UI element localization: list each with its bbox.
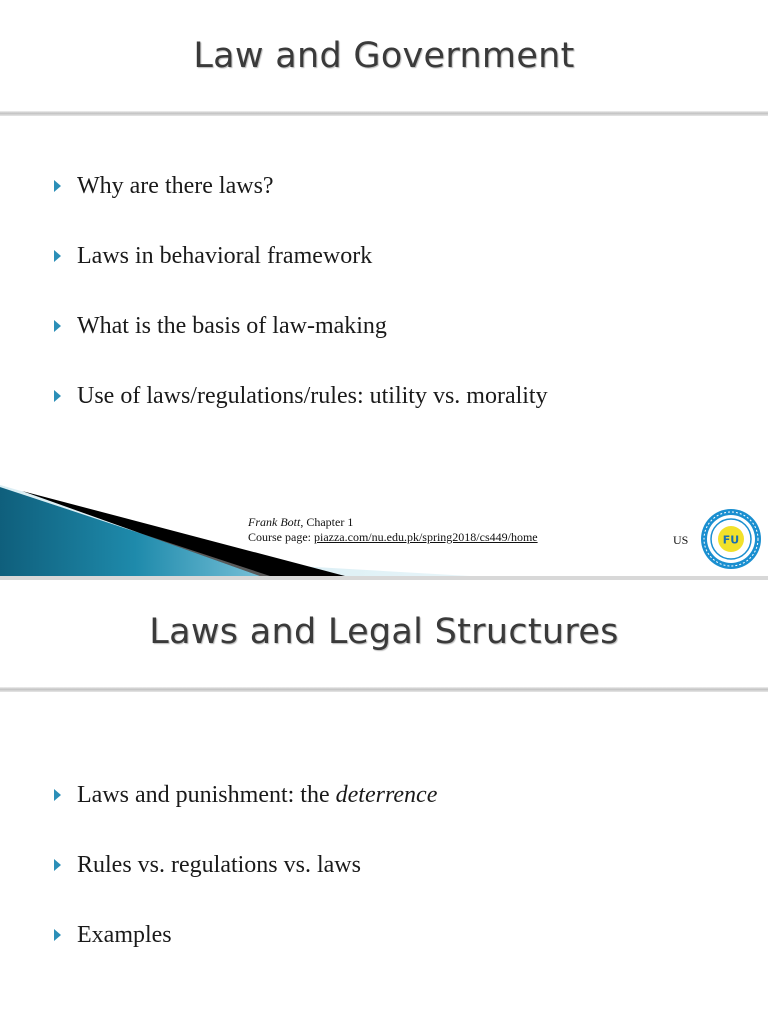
university-seal-icon: [700, 508, 762, 570]
footer-author: Frank Bott: [248, 515, 301, 529]
logo-initials: FU: [722, 533, 740, 547]
bullet-text: [77, 780, 437, 810]
bullet-triangle-icon: [54, 789, 61, 801]
bullet-text: Why are there laws?: [77, 173, 274, 199]
slide-title: Law and Government: [193, 36, 575, 76]
title-divider: [0, 687, 768, 692]
bullet-triangle-icon: [54, 250, 61, 262]
footer-us-label: US: [673, 533, 689, 547]
bullet-text-emphasis: deterrence: [335, 782, 438, 808]
bullet-triangle-icon: [54, 859, 61, 871]
bullet-triangle-icon: [54, 180, 61, 192]
bullet-triangle-icon: [54, 320, 61, 332]
footer-course-prefix: Course page:: [248, 530, 314, 544]
slide-title: Laws and Legal Structures: [149, 612, 619, 652]
bullet-triangle-icon: [54, 929, 61, 941]
bullet-text: Laws in behavioral framework: [77, 243, 373, 269]
bullet-text: What is the basis of law-making: [77, 313, 387, 339]
bullet-text-plain: Laws and punishment: the: [77, 782, 336, 808]
course-page-link[interactable]: piazza.com/nu.edu.pk/spring2018/cs449/home: [313, 530, 538, 544]
title-divider: [0, 111, 768, 116]
slide-2: [0, 580, 768, 1024]
footer-course-line: [248, 530, 538, 545]
footer-chapter: , Chapter 1: [300, 515, 354, 529]
footer-author-line: [248, 515, 538, 530]
bullet-text: Examples: [77, 922, 172, 948]
footer-citation: [248, 515, 538, 545]
bullet-text: Use of laws/regulations/rules: utility vs. morality: [77, 383, 548, 409]
bullet-triangle-icon: [54, 390, 61, 402]
bullet-text: Rules vs. regulations vs. laws: [77, 852, 361, 878]
